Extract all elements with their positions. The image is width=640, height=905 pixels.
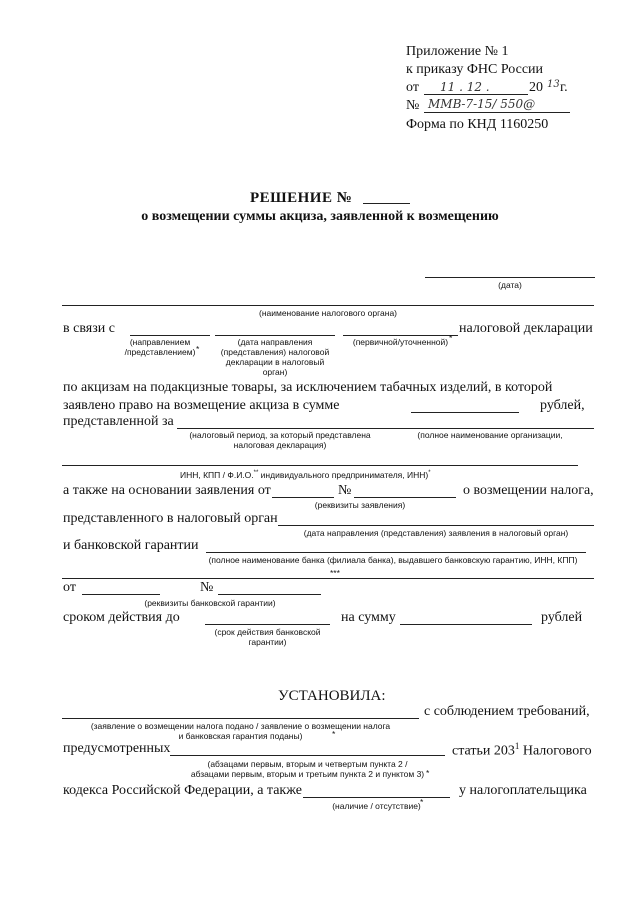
direction-date-caption: (дата направления (представления) налоговой декларации в налоговый орган) xyxy=(220,337,330,377)
application-submit-date-line xyxy=(278,525,594,526)
application-details-caption: (реквизиты заявления) xyxy=(314,500,406,510)
tax-code-text: Налогового xyxy=(522,743,592,759)
with-compliance-label: с соблюдением требований, xyxy=(424,704,590,719)
paragraphs-caption: (абзацами первым, вторым и четвертым пункта 2 / абзацами первым, вторым и третьим пункта 2 и пунктом 3) xyxy=(190,759,425,779)
bank-name-line xyxy=(206,552,586,553)
presented-to-label: представленного в налоговый орган xyxy=(63,511,278,526)
code-rf-label: кодекса Российской Федерации, а также xyxy=(63,783,302,798)
direction-line xyxy=(130,335,210,336)
article-label xyxy=(452,741,592,760)
date-line xyxy=(425,277,595,278)
order-number-label: № xyxy=(406,98,420,113)
primary-line xyxy=(343,335,458,336)
direction-caption: (направлением /представлением) xyxy=(124,337,196,357)
order-number-line xyxy=(424,112,570,113)
established-clause-mark: * xyxy=(332,729,336,739)
application-submit-date-caption: (дата направления (представления) заявления в налоговый орган) xyxy=(303,528,569,538)
established-heading: УСТАНОВИЛА: xyxy=(278,688,386,704)
inn-line xyxy=(62,465,578,466)
order-year-suffix: г. xyxy=(560,80,568,95)
decision-subtitle: о возмещении суммы акциза, заявленной к возмещению xyxy=(141,209,499,224)
guarantee-number-sign: № xyxy=(200,580,214,595)
paragraphs-caption-mark: * xyxy=(426,768,430,778)
order-reference: к приказу ФНС России xyxy=(406,62,544,77)
direction-caption-mark: * xyxy=(196,344,200,354)
inn-caption-end-mark: * xyxy=(428,470,431,476)
guarantee-sum-line xyxy=(400,624,532,625)
decision-title: РЕШЕНИЕ № xyxy=(250,190,353,206)
tax-authority-line xyxy=(62,305,594,306)
article-superscript: 1 xyxy=(514,741,520,751)
tax-period-line xyxy=(177,428,594,429)
order-date-label: от xyxy=(406,80,419,95)
guarantee-term-caption: (срок действия банковской гарантии) xyxy=(214,627,321,647)
bank-name-caption: (полное наименование банка (филиала банка), выдавшего банковскую гарантию, ИНН, КПП) xyxy=(208,555,578,565)
rubles-label-2: рублей xyxy=(541,610,583,625)
order-date-line xyxy=(424,94,528,95)
guarantee-from-label: от xyxy=(63,580,76,595)
presence-caption-mark: * xyxy=(420,797,424,807)
rubles-label: рублей, xyxy=(540,398,585,413)
presence-line xyxy=(303,797,450,798)
bank-name-line-2 xyxy=(62,578,594,579)
tax-period-caption: (налоговый период, за который представлена налоговая декларация) xyxy=(189,430,371,450)
established-clause-line xyxy=(62,718,419,719)
date-caption: (дата) xyxy=(498,280,522,290)
inn-caption-rest: индивидуального предпринимателя, ИНН) xyxy=(258,469,429,480)
direction-date-line xyxy=(215,335,335,336)
order-year-handwritten: 13 xyxy=(547,79,560,90)
also-based-label: а также на основании заявления от xyxy=(63,483,271,498)
paragraphs-line xyxy=(170,755,445,756)
primary-caption-mark: * xyxy=(449,333,453,343)
order-number-handwritten: ММВ-7-15/ 550@ xyxy=(428,97,536,111)
tax-declaration-label: налоговой декларации xyxy=(459,321,593,336)
inn-caption xyxy=(180,468,431,480)
article-text: статьи 203 xyxy=(452,743,515,759)
appendix-number: Приложение № 1 xyxy=(406,44,509,59)
guarantee-number-line xyxy=(218,594,321,595)
guarantee-details-caption: (реквизиты банковской гарантии) xyxy=(144,598,276,608)
bank-caption-mark: *** xyxy=(330,568,340,578)
about-refund-label: о возмещении налога, xyxy=(463,483,594,498)
provided-label: предусмотренных xyxy=(63,741,171,756)
for-sum-label: на сумму xyxy=(341,610,396,625)
inn-caption-mark: ** xyxy=(253,470,259,476)
at-taxpayer-label: у налогоплательщика xyxy=(459,783,587,798)
guarantee-date-line xyxy=(82,594,160,595)
bank-guarantee-label: и банковской гарантии xyxy=(63,538,199,553)
established-clause-caption: (заявление о возмещении налога подано / заявление о возмещении налога и банковская гарантия поданы) xyxy=(90,721,391,741)
presence-caption: (наличие / отсутствие) xyxy=(332,801,421,811)
presented-for-label: представленной за xyxy=(63,414,174,429)
tax-authority-caption: (наименование налогового органа) xyxy=(258,308,397,318)
form-code: Форма по КНД 1160250 xyxy=(406,117,549,132)
order-date-handwritten: 11 . 12 . xyxy=(440,80,490,94)
order-year-prefix: 20 xyxy=(529,80,543,95)
validity-label: сроком действия до xyxy=(63,610,180,625)
validity-line xyxy=(205,624,330,625)
excise-line-2: заявлено право на возмещение акциза в сумме xyxy=(63,398,340,413)
application-number-line xyxy=(354,497,456,498)
inn-caption-text: ИНН, КПП / Ф.И.О. xyxy=(180,469,254,480)
primary-caption: (первичной/уточненной) xyxy=(352,337,449,347)
refund-amount-line xyxy=(411,412,519,413)
application-number-sign: № xyxy=(338,483,352,498)
in-connection-label: в связи с xyxy=(63,321,115,336)
application-date-line xyxy=(272,497,334,498)
excise-line-1: по акцизам на подакцизные товары, за исключением табачных изделий, в которой xyxy=(63,380,553,395)
org-name-caption: (полное наименование организации, xyxy=(417,430,563,440)
decision-number-line xyxy=(363,203,410,204)
